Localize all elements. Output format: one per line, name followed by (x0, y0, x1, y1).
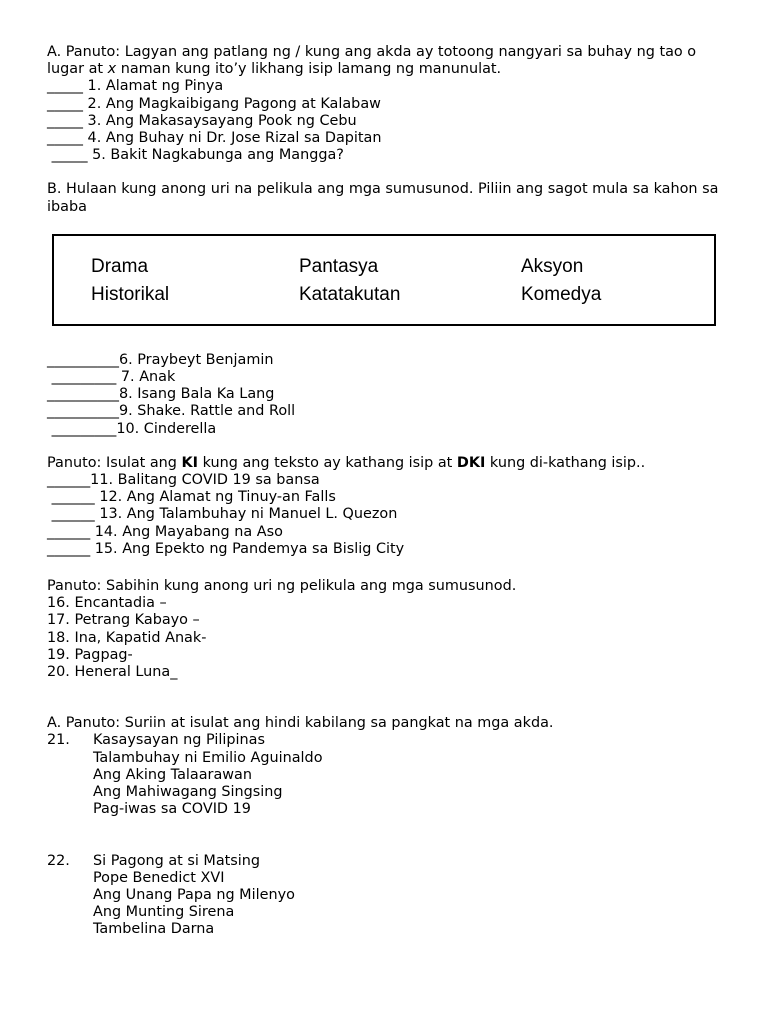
instruction-x-mark: x (107, 61, 117, 78)
instruction-text: kung ang teksto ay kathang isip at (198, 454, 457, 471)
dki-label: DKI (456, 454, 486, 471)
question-item-13: ______ 13. Ang Talambuhay ni Manuel L. Quezon (47, 506, 398, 523)
question-item-6: __________6. Praybeyt Benjamin (47, 351, 274, 368)
group-item: Tambelina Darna (93, 921, 215, 938)
question-item-3: _____ 3. Ang Makasaysayang Pook ng Cebu (47, 112, 357, 129)
group-item: Ang Mahiwagang Singsing (93, 784, 283, 801)
ki-label: KI (181, 454, 199, 471)
question-item-9: __________9. Shake. Rattle and Roll (47, 403, 296, 420)
section-film-instruction: Panuto: Sabihin kung anong uri ng pelikula ang mga sumusunod. (47, 578, 517, 595)
instruction-text: naman kung ito’y likhang isip lamang ng manunulat. (116, 61, 502, 78)
question-item-1: _____ 1. Alamat ng Pinya (47, 78, 224, 95)
group-item: Ang Aking Talaarawan (93, 766, 252, 783)
question-item-19: 19. Pagpag- (47, 646, 133, 663)
group-item: Pope Benedict XVI (93, 869, 225, 886)
choice-historikal: Historikal (91, 284, 170, 305)
group-21 (47, 732, 727, 818)
instruction-text: A. Panuto: Lagyan ang patlang ng / kung ang akda ay totoong nangyari sa buhay ng tao o lugar at (47, 44, 697, 78)
question-item-11: ______11. Balitang COVID 19 sa bansa (47, 472, 320, 489)
question-item-12: ______ 12. Ang Alamat ng Tinuy-an Falls (47, 489, 336, 506)
group-number: 22. (47, 852, 70, 869)
film-genre-choices-box (52, 234, 716, 326)
question-item-18: 18. Ina, Kapatid Anak- (47, 629, 207, 646)
choice-pantasya: Pantasya (299, 256, 379, 277)
group-number: 21. (47, 732, 70, 749)
section-a-instruction (47, 44, 727, 78)
group-item: Ang Unang Papa ng Milenyo (93, 886, 295, 903)
group-item: Si Pagong at si Matsing (93, 852, 261, 869)
group-item: Pag-iwas sa COVID 19 (93, 801, 251, 818)
question-item-2: _____ 2. Ang Magkaibigang Pagong at Kalabaw (47, 95, 381, 112)
question-item-17: 17. Petrang Kabayo – (47, 612, 200, 629)
group-item: Ang Munting Sirena (93, 904, 235, 921)
question-item-10: _________10. Cinderella (47, 420, 217, 437)
section-b-instruction: B. Hulaan kung anong uri na pelikula ang mga sumusunod. Piliin ang sagot mula sa kahon sa ibaba (47, 181, 719, 215)
question-item-15: ______ 15. Ang Epekto ng Pandemya sa Bislig City (47, 540, 405, 557)
question-item-5: _____ 5. Bakit Nagkabunga ang Mangga? (47, 147, 344, 164)
question-item-7: _________ 7. Anak (47, 369, 176, 386)
group-item: Talambuhay ni Emilio Aguinaldo (93, 749, 323, 766)
instruction-text: kung di-kathang isip.. (485, 454, 646, 471)
group-item: Kasaysayan ng Pilipinas (93, 732, 265, 749)
choice-drama: Drama (91, 256, 149, 277)
choice-aksyon: Aksyon (521, 256, 584, 277)
choice-katatakutan: Katatakutan (299, 284, 401, 305)
question-item-20: 20. Heneral Luna_ (47, 664, 178, 681)
instruction-text: Panuto: Isulat ang (47, 454, 182, 471)
worksheet-page (47, 44, 727, 939)
section-a2-instruction: A. Panuto: Suriin at isulat ang hindi kabilang sa pangkat na mga akda. (47, 715, 554, 732)
section-ki-instruction (47, 455, 727, 472)
question-item-14: ______ 14. Ang Mayabang na Aso (47, 523, 283, 540)
question-item-8: __________8. Isang Bala Ka Lang (47, 386, 275, 403)
group-22 (47, 853, 727, 939)
question-item-16: 16. Encantadia – (47, 595, 167, 612)
choice-komedya: Komedya (521, 284, 602, 305)
question-item-4: _____ 4. Ang Buhay ni Dr. Jose Rizal sa Dapitan (47, 130, 382, 147)
